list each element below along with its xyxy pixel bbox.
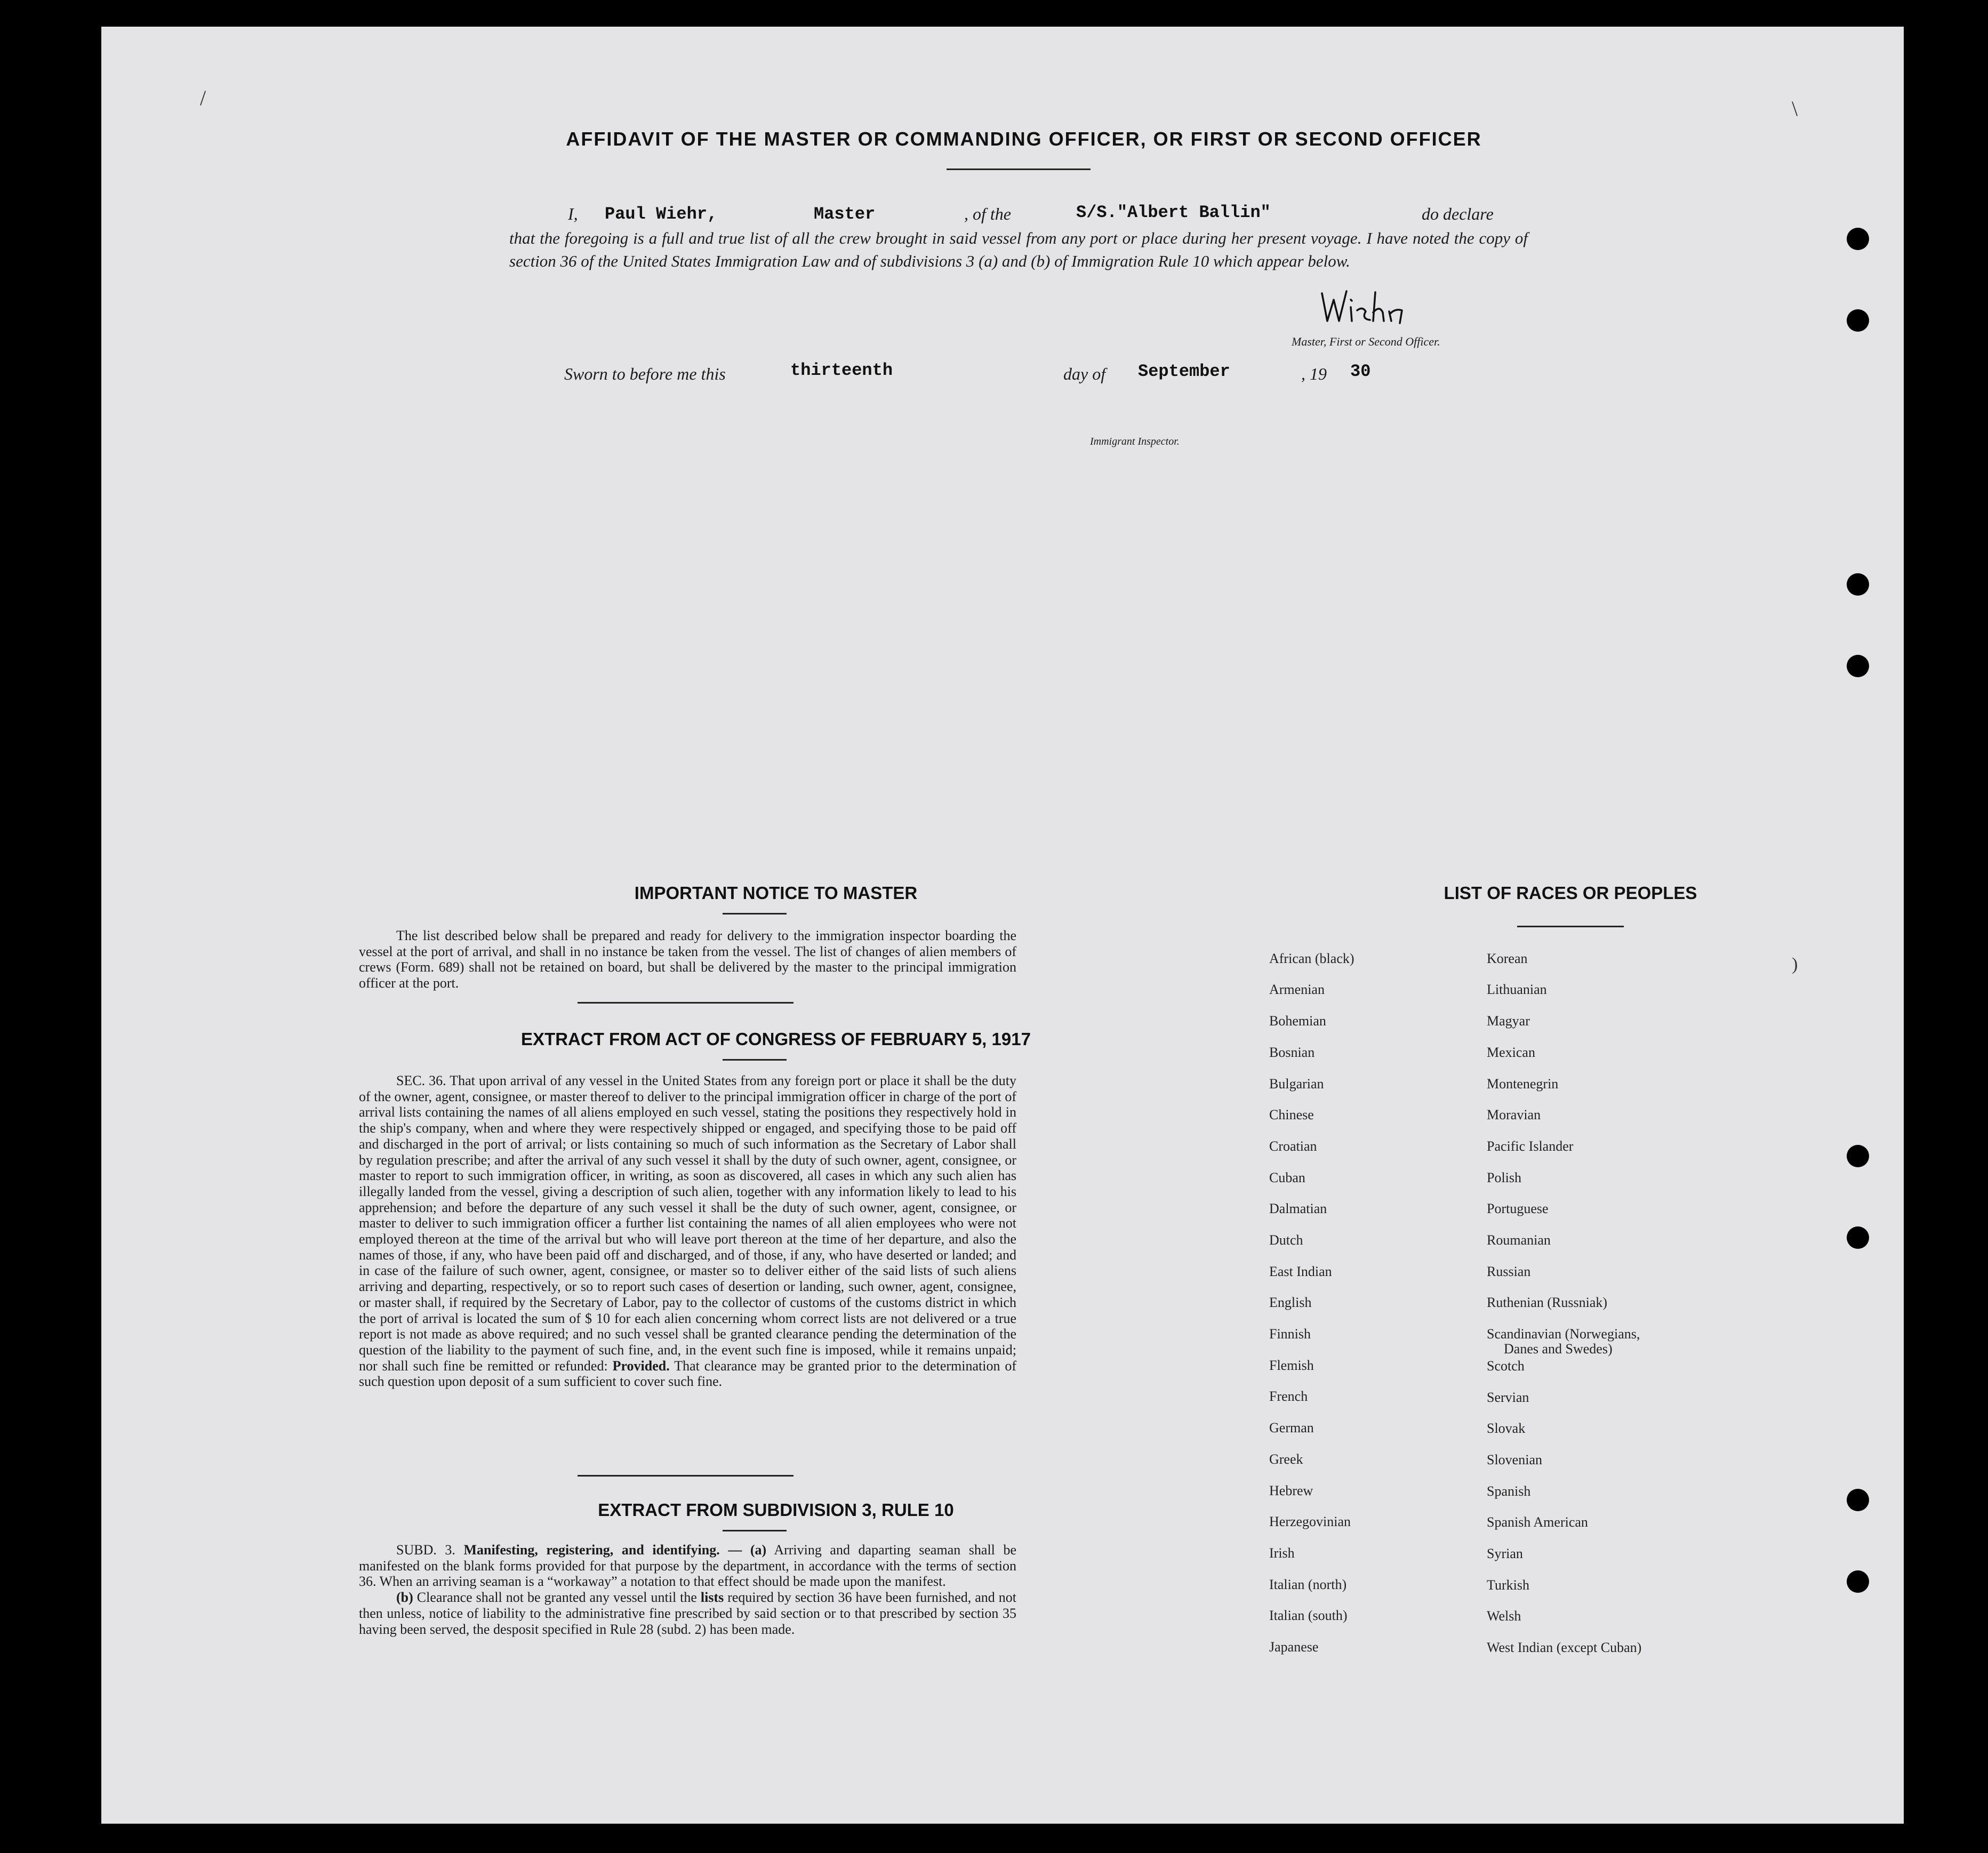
inspector-caption: Immigrant Inspector. (1090, 436, 1180, 447)
race-left-22: Japanese (1269, 1639, 1319, 1655)
race-right-9: Roumanian (1487, 1232, 1551, 1248)
act-provided: Provided. (612, 1358, 670, 1374)
punch-hole (1847, 228, 1869, 250)
race-right-10: Russian (1487, 1264, 1531, 1279)
pencil-mark: ) (1792, 954, 1798, 974)
year-prefix: , 19 (1301, 364, 1327, 383)
race-left-8: Dalmatian (1269, 1201, 1327, 1216)
race-right-0: Korean (1487, 951, 1528, 966)
title-rule (947, 169, 1091, 170)
punch-hole (1847, 1226, 1869, 1249)
act-paragraph (359, 1073, 1016, 1390)
race-right-2: Magyar (1487, 1013, 1530, 1029)
part-b-lists: lists (700, 1590, 724, 1606)
part-b-label: (b) (396, 1590, 413, 1606)
race-left-6: Croatian (1269, 1138, 1317, 1154)
race-right-16: Slovak (1487, 1421, 1526, 1436)
race-right-12: Scandinavian (Norwegians, (1487, 1326, 1640, 1342)
day-of-label: day of (1063, 364, 1106, 383)
race-left-7: Cuban (1269, 1170, 1305, 1185)
notice-paragraph: The list described below shall be prepared and ready for delivery to the immigration inspector boarding the vessel at the port of arrival, and shall in no instance be taken from the vessel. The list of changes of alien members of crews (Form. 689) shall not be retained on board, but shall be delivered by the master to the principal immigration officer at the port. (359, 928, 1016, 991)
punch-hole (1847, 1570, 1869, 1593)
race-left-21: Italian (south) (1269, 1608, 1348, 1623)
part-b-text-2: required by section 36 have been furnished, and not then unless, notice of liability to the administrative fine prescribed by said section or to that prescribed by section 35 having been served, the desposit specified in Rule 28 (subd. 2) has been made. (359, 1590, 1016, 1637)
do-declare-label: do declare (1422, 204, 1494, 223)
punch-hole (1847, 573, 1869, 596)
race-left-19: Irish (1269, 1545, 1295, 1561)
race-left-14: French (1269, 1389, 1308, 1404)
punch-hole (1847, 1145, 1869, 1167)
rule-paragraph-b (359, 1590, 1016, 1637)
race-left-2: Bohemian (1269, 1013, 1326, 1029)
race-right-13: Danes and Swedes) (1504, 1341, 1613, 1357)
affiant-rank: Master (814, 204, 876, 224)
signature-caption: Master, First or Second Officer. (1292, 335, 1440, 348)
race-right-19: Spanish American (1487, 1514, 1588, 1530)
pencil-mark: \ (1792, 97, 1798, 121)
race-left-16: Greek (1269, 1451, 1303, 1467)
sworn-month: September (1138, 362, 1230, 381)
year-suffix: 30 (1350, 362, 1371, 381)
act-body (359, 1073, 1016, 1390)
race-left-4: Bulgarian (1269, 1076, 1324, 1092)
race-left-1: Armenian (1269, 982, 1325, 997)
act-rule (723, 1059, 787, 1061)
of-the-label: , of the (964, 204, 1011, 223)
part-b-text-1: Clearance shall not be granted any vessel until the (416, 1590, 697, 1606)
pencil-mark: / (200, 86, 206, 110)
race-right-5: Moravian (1487, 1107, 1541, 1122)
rule-paragraph-a (359, 1542, 1016, 1590)
race-left-12: Finnish (1269, 1326, 1311, 1342)
rule-body (359, 1542, 1016, 1637)
race-left-10: East Indian (1269, 1264, 1332, 1279)
notice-rule (723, 913, 787, 915)
notice-body (359, 928, 1016, 991)
subd-label: SUBD. 3. (396, 1542, 455, 1558)
race-right-3: Mexican (1487, 1045, 1535, 1060)
race-right-15: Servian (1487, 1390, 1529, 1405)
race-right-21: Turkish (1487, 1577, 1529, 1593)
race-left-20: Italian (north) (1269, 1577, 1347, 1592)
race-right-17: Slovenian (1487, 1452, 1542, 1467)
race-right-23: West Indian (except Cuban) (1487, 1640, 1642, 1655)
race-left-3: Bosnian (1269, 1045, 1315, 1060)
race-left-18: Herzegovinian (1269, 1514, 1351, 1529)
part-a-label: — (a) (728, 1542, 767, 1558)
punch-hole (1847, 655, 1869, 677)
races-title: LIST OF RACES OR PEOPLES (1444, 883, 1697, 903)
race-left-11: English (1269, 1295, 1312, 1310)
punch-hole (1847, 1489, 1869, 1511)
race-left-5: Chinese (1269, 1107, 1314, 1122)
race-left-0: African (black) (1269, 951, 1354, 966)
affidavit-pronoun: I, (568, 204, 578, 223)
part-a-text: Arriving and daparting seaman shall be manifested on the blank forms provided for that purpose by the department, in accordance with the terms of section 36. When an arriving seaman is a “workaway” a notation to that effect should be made upon the manifest. (359, 1542, 1016, 1590)
race-right-6: Pacific Islander (1487, 1138, 1574, 1154)
document-page (101, 27, 1904, 1824)
race-left-13: Flemish (1269, 1358, 1314, 1373)
affiant-name: Paul Wiehr, (605, 204, 718, 224)
vessel-name: S/S."Albert Ballin" (1076, 203, 1271, 222)
race-right-22: Welsh (1487, 1608, 1521, 1624)
race-right-11: Ruthenian (Russniak) (1487, 1295, 1608, 1310)
punch-hole (1847, 309, 1869, 332)
act-title: EXTRACT FROM ACT OF CONGRESS OF FEBRUARY 5, 1917 (521, 1029, 1031, 1049)
sworn-label: Sworn to before me this (564, 364, 726, 383)
race-right-8: Portuguese (1487, 1201, 1549, 1216)
notice-title: IMPORTANT NOTICE TO MASTER (634, 883, 918, 903)
race-right-18: Spanish (1487, 1483, 1531, 1499)
rule-rule (723, 1530, 787, 1531)
sworn-day: thirteenth (790, 360, 893, 380)
rule-title: EXTRACT FROM SUBDIVISION 3, RULE 10 (598, 1500, 954, 1520)
race-left-9: Dutch (1269, 1232, 1303, 1248)
race-left-15: German (1269, 1420, 1314, 1435)
affidavit-body: that the foregoing is a full and true list of all the crew brought in said vessel from any port or place during her present voyage. I have noted the copy of section 36 of the United States Immigration Law and of subdivisions 3 (a) and (b) of Immigration Rule 10 which appear below. (509, 229, 1528, 270)
act-text: SEC. 36. That upon arrival of any vessel in the United States from any foreign port or place it shall be the duty of the owner, agent, consignee, or master thereof to deliver to the principal immigration officer in charge of the port of arrival lists containing the names of all aliens employed en such vessel, stating the positions they respectively hold in the ship's company, when and where they were respectively shipped or engaged, and specifying those to be paid off and discharged in the port of arrival; or lists containing so much of such information as the Secretary of Labor shall by regulation prescribe; and after the arrival of any such vessel it shall by the duty of such owner, agent, consignee, or master to report to such immigration officer, in writing, as soon as discovered, all cases in which any such alien has illegally landed from the vessel, giving a description of such alien, together with any information likely to lead to his apprehension; and before the departure of any such vessel it shall be the duty of such owner, agent, consignee, or master to deliver to such immigration officer a further list containing the names of all alien employees who were not employed thereon at the time of the arrival but who will leave port thereon at the time of her departure, and also the names of those, if any, who have been paid off and discharged, and of those, if any, who have deserted or landed; and in case of the failure of such owner, agent, consignee, or master so to deliver either of the said lists of such aliens arriving and departing, respectively, or so to report such cases of desertion or landing, such owner, agent, consignee, or master shall, if required by the Secretary of Labor, pay to the collector of customs of the customs district in which the port of arrival is located the sum of $ 10 for each alien concerning whom correct lists are not delivered or a true report is not made as above required; and no such vessel shall be granted clearance pending the determination of the question of the liability to the payment of such fine, and, in the event such fine is imposed, while it remains unpaid; nor shall such fine be remitted or refunded: (359, 1073, 1016, 1374)
races-rule (1517, 926, 1624, 927)
act-divider (578, 1475, 793, 1477)
act-text-end: That clearance may be granted prior to the determination of such question upon deposit of a sum sufficient to cover such fine. (359, 1358, 1017, 1390)
race-right-7: Polish (1487, 1170, 1522, 1185)
master-signature (1320, 288, 1416, 331)
race-right-20: Syrian (1487, 1546, 1523, 1561)
race-left-17: Hebrew (1269, 1483, 1313, 1498)
race-right-4: Montenegrin (1487, 1076, 1559, 1092)
affidavit-title: AFFIDAVIT OF THE MASTER OR COMMANDING OFFICER, OR FIRST OR SECOND OFFICER (566, 128, 1482, 150)
subd-heading: Manifesting, registering, and identifying. (463, 1542, 720, 1558)
race-right-14: Scotch (1487, 1358, 1525, 1374)
notice-divider (578, 1002, 793, 1004)
race-right-1: Lithuanian (1487, 982, 1547, 997)
